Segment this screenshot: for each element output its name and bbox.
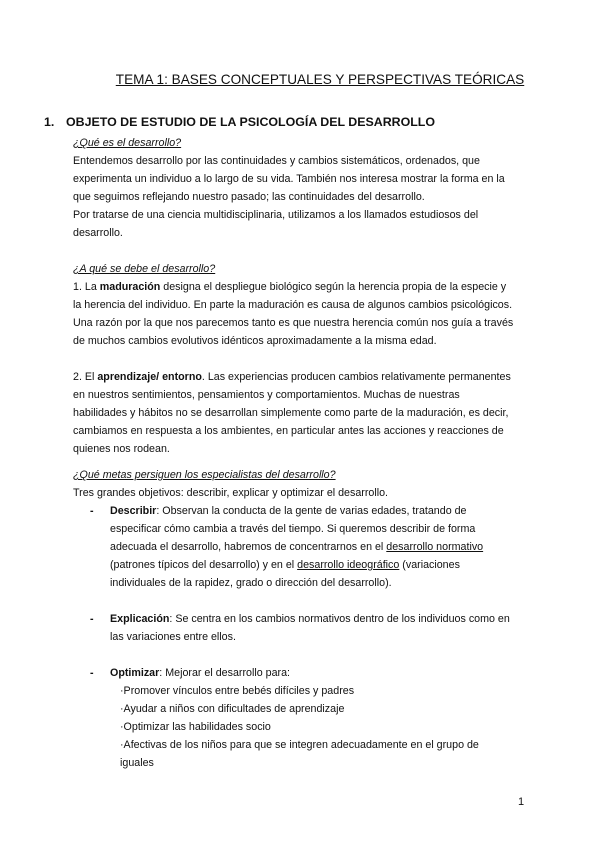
text-line: adecuada el desarrollo, habremos de concentrarnos en el desarrollo normativo [110, 541, 484, 553]
term-describir: Describir [110, 505, 157, 517]
section-number: 1. [44, 115, 55, 129]
text-line: Tres grandes objetivos: describir, explicar y optimizar el desarrollo. [73, 487, 389, 499]
term-optimizar: Optimizar [110, 667, 160, 679]
text-line: Una razón por la que nos parecemos tanto es que nuestra herencia común nos guía a través [73, 317, 514, 329]
term-desarrollo-normativo: desarrollo normativo [386, 541, 484, 553]
goal-explicacion [73, 610, 533, 646]
list-item: ·Ayudar a niños con dificultades de aprendizaje [120, 703, 345, 715]
text-line: la herencia del individuo. En parte la maduración es causa de algunos cambios psicológicos. [73, 299, 513, 311]
list-item: ·Afectivas de los niños para que se integren adecuadamente en el grupo de [120, 739, 479, 751]
question-heading: ¿A qué se debe el desarrollo? [73, 263, 216, 275]
bullet-dash: - [90, 505, 94, 517]
causes-block [73, 260, 533, 458]
section-heading-text: OBJETO DE ESTUDIO DE LA PSICOLOGÍA DEL DESARROLLO [66, 115, 436, 129]
goals-block [73, 466, 533, 772]
text-line: quienes nos rodean. [73, 443, 170, 455]
question-heading: ¿Qué es el desarrollo? [73, 137, 182, 149]
text-line: cambiamos en respuesta a los ambientes, en particular antes las acciones y reacciones de [73, 425, 504, 437]
text-line: 1. La maduración designa el despliegue biológico según la herencia propia de la especie y [73, 281, 507, 293]
text-line: 2. El aprendizaje/ entorno. Las experiencias producen cambios relativamente permanentes [73, 371, 511, 383]
term-explicacion: Explicación [110, 613, 170, 625]
text-line: experimenta un individuo a lo largo de su vida. También nos interesa mostrar la forma en la [73, 173, 505, 185]
text-line: en nuestros sentimientos, pensamientos y comportamientos. Muchas de nuestras [73, 389, 460, 401]
page-number: 1 [518, 796, 525, 808]
what-is-development-block [73, 134, 533, 242]
text-line: Por tratarse de una ciencia multidisciplinaria, utilizamos a los llamados estudiosos del [73, 209, 479, 221]
question-heading: ¿Qué metas persiguen los especialistas del desarrollo? [73, 469, 336, 481]
list-item: ·Optimizar las habilidades socio [120, 721, 271, 733]
text-line: Optimizar: Mejorar el desarrollo para: [110, 667, 290, 679]
list-item: iguales [120, 757, 154, 769]
bullet-dash: - [90, 667, 94, 679]
text-line: (patrones típicos del desarrollo) y en el desarrollo ideográfico (variaciones [110, 559, 460, 571]
goal-describir [73, 502, 533, 592]
text-line: Explicación: Se centra en los cambios normativos dentro de los individuos como en [110, 613, 510, 625]
term-maduracion: maduración [99, 281, 161, 293]
text-line: de muchos cambios evolutivos idénticos aproximadamente a la misma edad. [73, 335, 437, 347]
text-line: las variaciones entre ellos. [110, 631, 236, 643]
term-aprendizaje: aprendizaje/ entorno [97, 371, 202, 383]
page-title: TEMA 1: BASES CONCEPTUALES Y PERSPECTIVAS TEÓRICAS [115, 72, 525, 87]
goal-optimizar [73, 664, 533, 772]
section-heading [44, 115, 435, 129]
list-item: ·Promover vínculos entre bebés difíciles y padres [120, 685, 355, 697]
term-desarrollo-ideografico: desarrollo ideográfico [297, 559, 400, 571]
text-line: individuales de la rapidez, grado o dirección del desarrollo). [110, 577, 392, 589]
text-line: que seguimos reflejando nuestro pasado; las continuidades del desarrollo. [73, 191, 425, 203]
text-line: Describir: Observan la conducta de la gente de varias edades, tratando de [110, 505, 467, 517]
text-line: Entendemos desarrollo por las continuidades y cambios sistemáticos, ordenados, que [73, 155, 480, 167]
bullet-dash: - [90, 613, 94, 625]
text-line: habilidades y hábitos no se desarrollan simplemente como parte de la maduración, es decir, [73, 407, 509, 419]
text-line: especificar cómo cambia a través del tiempo. Si queremos describir de forma [110, 523, 476, 535]
text-line: desarrollo. [73, 227, 123, 239]
